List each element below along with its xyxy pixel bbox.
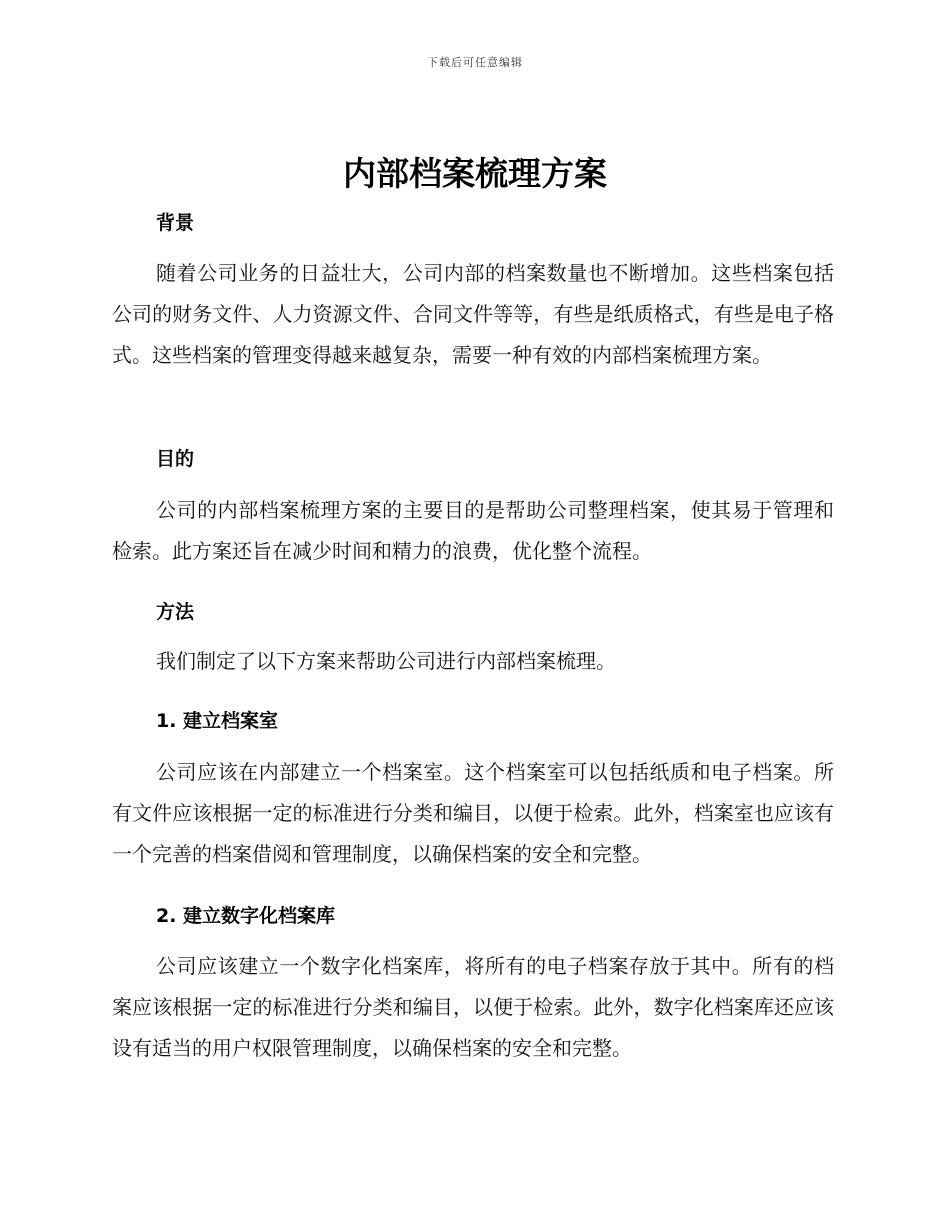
section-heading-purpose: 目的: [156, 448, 195, 470]
section-paragraph-step2: 公司应该建立一个数字化档案库，将所有的电子档案存放于其中。所有的档案应该根据一定的标准进行分类和编目，以便于检索。此外，数字化档案库还应该设有适当的用户权限管理制度，以确保档案的安全和完整。: [112, 954, 834, 1060]
section-heading-step2: 2. 建立数字化档案库: [156, 905, 336, 927]
section-paragraph-background: 随着公司业务的日益壮大，公司内部的档案数量也不断增加。这些档案包括公司的财务文件、人力资源文件、合同文件等等，有些是纸质格式，有些是电子格式。这些档案的管理变得越来越复杂，需要一种有效的内部档案梳理方案。: [112, 261, 834, 367]
page-header-note: 下载后可任意编辑: [427, 56, 523, 69]
document-title: 内部档案梳理方案: [343, 154, 607, 193]
section-heading-method: 方法: [156, 601, 195, 623]
section-paragraph-step1: 公司应该在内部建立一个档案室。这个档案室可以包括纸质和电子档案。所有文件应该根据一定的标准进行分类和编目，以便于检索。此外，档案室也应该有一个完善的档案借阅和管理制度，以确保档案的安全和完整。: [112, 760, 834, 866]
section-heading-step1: 1. 建立档案室: [156, 710, 279, 732]
section-paragraph-purpose: 公司的内部档案梳理方案的主要目的是帮助公司整理档案，使其易于管理和检索。此方案还旨在减少时间和精力的浪费，优化整个流程。: [112, 498, 834, 563]
section-heading-background: 背景: [156, 212, 195, 234]
section-paragraph-method: 我们制定了以下方案来帮助公司进行内部档案梳理。: [156, 649, 616, 673]
